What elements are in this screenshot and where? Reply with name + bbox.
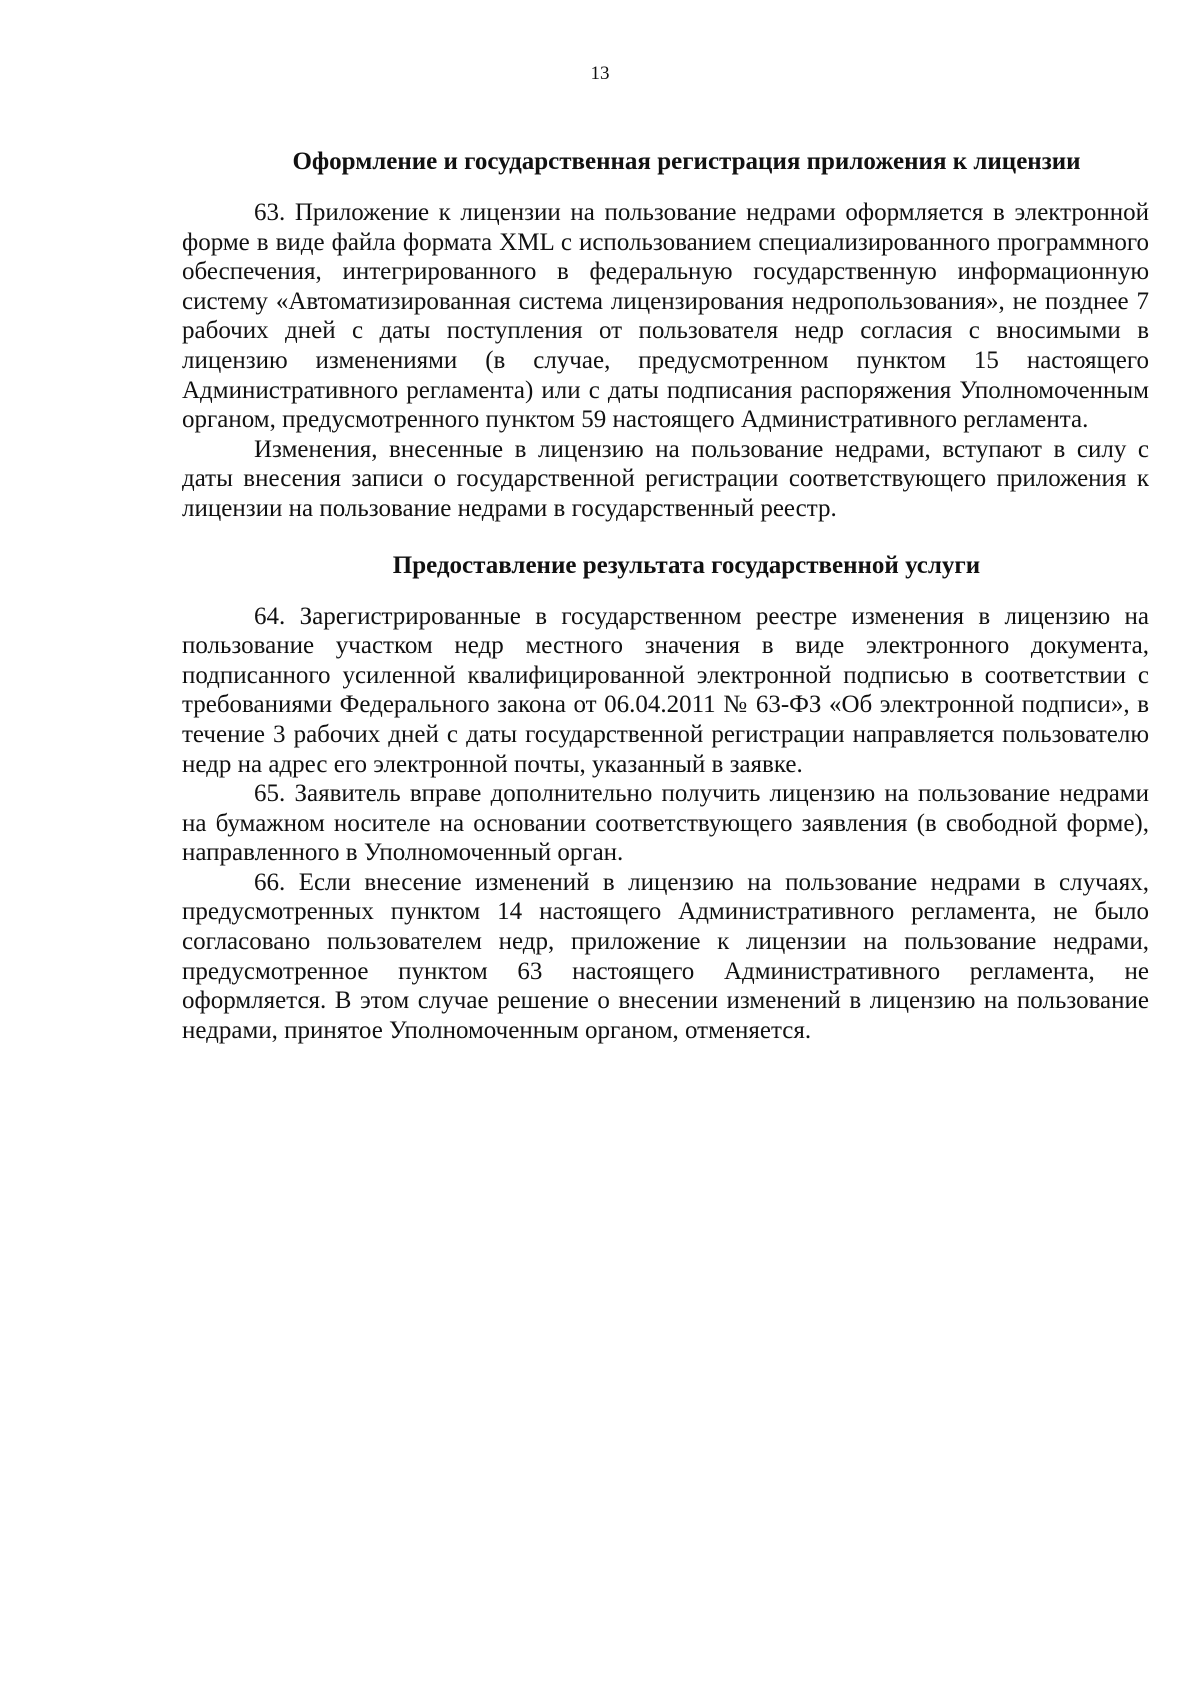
section-heading-result: Предоставление результата государственной услуги [392, 551, 981, 579]
paragraph-65: 65. Заявитель вправе дополнительно получить лицензию на пользование недрами на бумажном носителе на основании соответствующего заявления (в свободной форме), направленного в Уполномоченный орган. [182, 780, 1149, 867]
section-result [182, 602, 1149, 1046]
section-heading-registration: Оформление и государственная регистрация приложения к лицензии [292, 148, 1081, 175]
paragraph-changes-effective: Изменения, внесенные в лицензию на пользование недрами, вступают в силу с даты внесения записи о государственной регистрации соответствующего приложения к лицензии на пользование недрами в государственный реестр. [182, 435, 1149, 522]
paragraph-63: 63. Приложение к лицензии на пользование недрами оформляется в электронной форме в виде файла формата XML с использованием специализированного программного обеспечения, интегрированного в федеральную государственную информационную систему «Автоматизированная система лицензирования недропользования», не позднее 7 рабочих дней с даты поступления от пользователя недр согласия с вносимыми в лицензию изменениями (в случае, предусмотренном пунктом 15 настоящего Административного регламента) или с даты подписания распоряжения Уполномоченным органом, предусмотренного пунктом 59 настоящего Административного регламента. [182, 199, 1149, 434]
paragraph-64: 64. Зарегистрированные в государственном реестре изменения в лицензию на пользование участком недр местного значения в виде электронного документа, подписанного усиленной квалифицированной электронной подписью в соответствии с требованиями Федерального закона от 06.04.2011 № 63-ФЗ «Об электронной подписи», в течение 3 рабочих дней с даты государственной регистрации направляется пользователю недр на адрес его электронной почты, указанный в заявке. [182, 602, 1149, 778]
page-number: 13 [590, 63, 610, 84]
section-registration [182, 198, 1149, 524]
paragraph-66: 66. Если внесение изменений в лицензию на пользование недрами в случаях, предусмотренных пунктом 14 настоящего Административного регламента, не было согласовано пользователем недр, приложение к лицензии на пользование недрами, предусмотренное пунктом 63 настоящего Административного регламента, не оформляется. В этом случае решение о внесении изменений в лицензию на пользование недрами, принятое Уполномоченным органом, отменяется. [182, 868, 1149, 1044]
document-body [182, 146, 1149, 1045]
